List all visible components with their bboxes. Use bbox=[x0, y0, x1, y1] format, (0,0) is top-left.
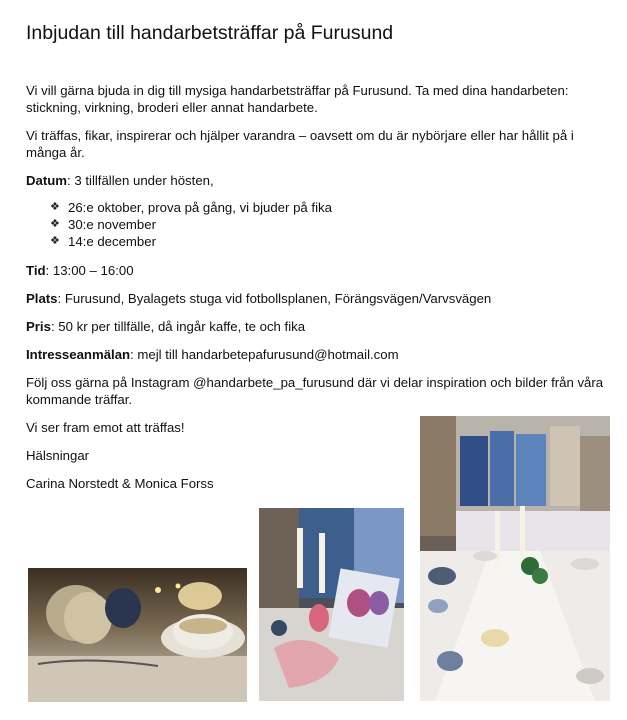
signature-line: Carina Norstedt & Monica Forss bbox=[26, 476, 214, 491]
intro-paragraph: Vi vill gärna bjuda in dig till mysiga handarbetsträffar på Furusund. Ta med dina handarbeten: stickning, virkning, broderi eller annat handarbete. bbox=[26, 83, 569, 115]
anmalan-label: Intresseanmälan bbox=[26, 347, 131, 362]
yarn-and-teacup-photo bbox=[28, 568, 247, 702]
list-item bbox=[50, 199, 332, 216]
diamond-bullet-icon: ❖ bbox=[50, 235, 60, 247]
plats-label: Plats bbox=[26, 291, 58, 306]
greeting-line: Hälsningar bbox=[26, 448, 90, 463]
anmalan-line bbox=[26, 346, 616, 363]
diamond-bullet-icon: ❖ bbox=[50, 201, 60, 213]
datum-value: : 3 tillfällen under hösten, bbox=[67, 173, 214, 188]
pris-value: : 50 kr per tillfälle, då ingår kaffe, te och fika bbox=[50, 319, 306, 334]
date-text: 14:e december bbox=[68, 234, 156, 249]
list-item bbox=[50, 216, 332, 233]
knitting-and-candles-photo bbox=[259, 508, 404, 701]
table-setting-photo bbox=[420, 416, 610, 701]
pris-line bbox=[26, 318, 616, 335]
anmalan-value: : mejl till handarbetepafurusund@hotmail.com bbox=[130, 347, 399, 362]
tid-line bbox=[26, 262, 616, 279]
closing-line: Vi ser fram emot att träffas! bbox=[26, 420, 185, 435]
plats-line bbox=[26, 290, 616, 307]
date-text: 26:e oktober, prova på gång, vi bjuder på fika bbox=[68, 200, 332, 215]
pris-label: Pris bbox=[26, 319, 51, 334]
tid-value: : 13:00 – 16:00 bbox=[45, 263, 134, 278]
instagram-paragraph: Följ oss gärna på Instagram @handarbete_pa_furusund där vi delar inspiration och bilder från våra kommande träffar. bbox=[26, 375, 604, 407]
plats-value: : Furusund, Byalagets stuga vid fotbollsplanen, Förängsvägen/Varvsvägen bbox=[57, 291, 492, 306]
page-title: Inbjudan till handarbetsträffar på Furusund bbox=[26, 22, 394, 44]
intro-paragraph-2: Vi träffas, fikar, inspirerar och hjälper varandra – oavsett om du är nybörjare eller har hållit på i många år. bbox=[26, 128, 574, 160]
datum-label: Datum bbox=[26, 173, 68, 188]
datum-line bbox=[26, 172, 616, 189]
list-item bbox=[50, 233, 332, 250]
diamond-bullet-icon: ❖ bbox=[50, 218, 60, 230]
tid-label: Tid bbox=[26, 263, 46, 278]
dates-list bbox=[50, 199, 332, 250]
date-text: 30:e november bbox=[68, 217, 156, 232]
